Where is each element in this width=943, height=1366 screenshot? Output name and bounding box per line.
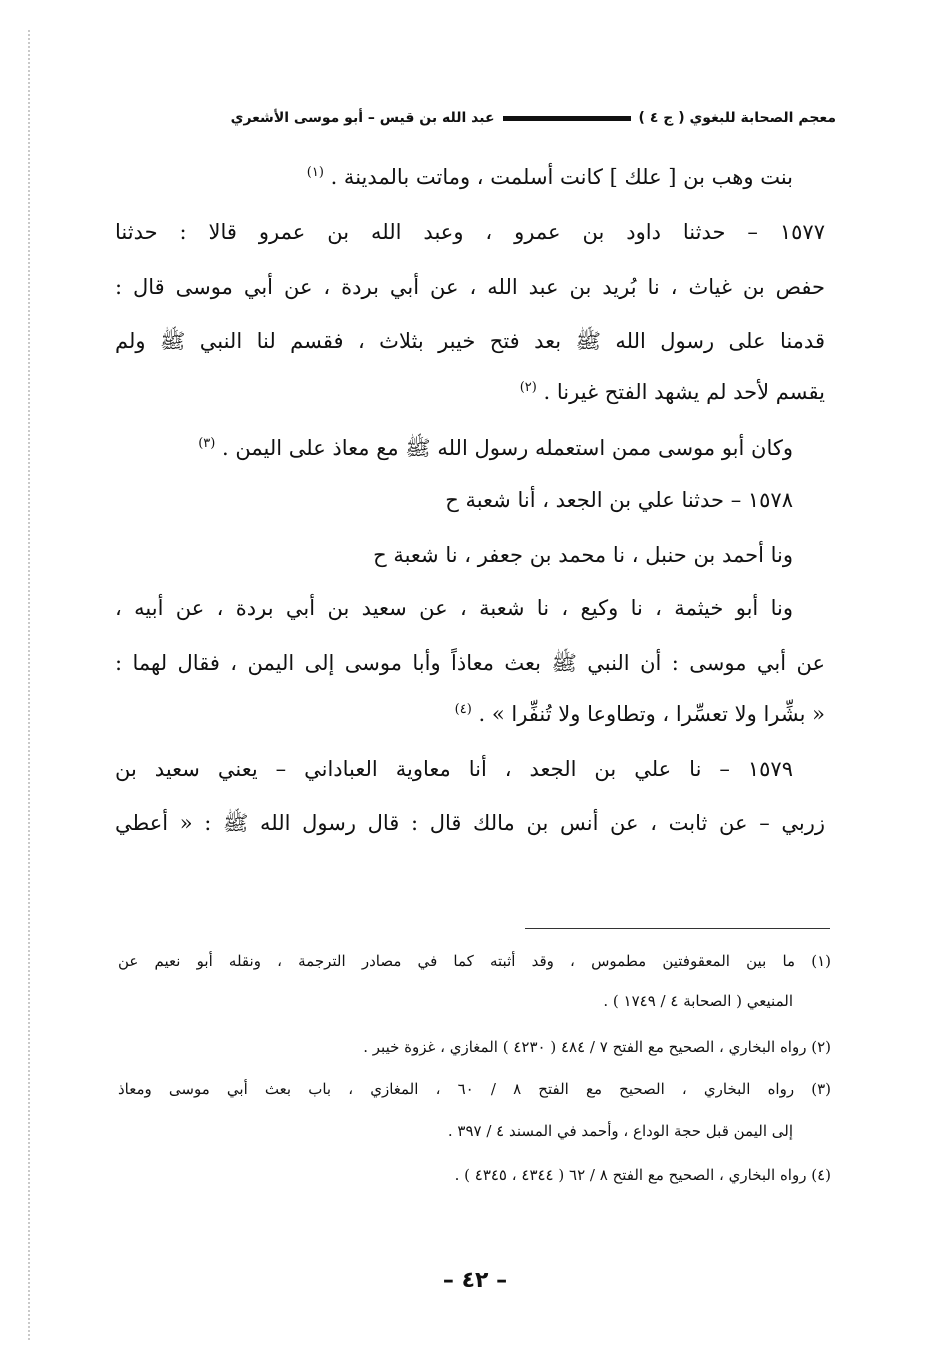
text-line: يقسم لأحد لم يشهد الفتح غيرنا . $^{(٢)}$ bbox=[519, 380, 825, 404]
text-line: ١٥٧٨ – حدثنا علي بن الجعد ، أنا شعبة ح bbox=[445, 488, 793, 512]
text-line: قدمنا على رسول الله ﷺ بعد فتح خيبر بثلاث ، فقسم لنا النبي ﷺ ولم bbox=[115, 329, 825, 353]
text-line: وكان أبو موسى ممن استعمله رسول الله ﷺ مع معاذ على اليمن . $^{(٣)}$ bbox=[198, 436, 793, 460]
text-line: عن أبي موسى : أن النبي ﷺ بعث معاذاً وأبا موسى إلى اليمن ، فقال لهما : bbox=[115, 651, 825, 675]
footnote-ref: (١) bbox=[306, 165, 324, 180]
text-line: ونا أبو خيثمة ، نا وكيع ، نا شعبة ، عن سعيد بن أبي بردة ، عن أبيه ، bbox=[115, 596, 793, 620]
footnote-ref: (٣) bbox=[198, 436, 216, 451]
text-line: ١٥٧٧ – حدثنا داود بن عمرو ، وعبد الله بن عمرو قالا : حدثنا bbox=[115, 220, 825, 244]
footnote: (٢) رواه البخاري ، الصحيح مع الفتح ٧ / ٤٨٤ ( ٤٢٣٠ ) المغازي ، غزوة خيبر . bbox=[363, 1038, 831, 1056]
running-header bbox=[112, 103, 836, 133]
text-line: ونا أحمد بن حنبل ، نا محمد بن جعفر ، نا شعبة ح bbox=[373, 543, 793, 567]
footnote-separator bbox=[525, 928, 830, 929]
footnote-ref: (٤) bbox=[454, 702, 472, 717]
page-number: – ٤٢ – bbox=[442, 1268, 508, 1293]
scan-margin bbox=[28, 30, 30, 1340]
text-line: زربي – عن ثابت ، عن أنس بن مالك قال : قال رسول الله ﷺ : « أعطي bbox=[115, 811, 825, 835]
text-line: حفص بن غياث ، نا بُريد بن عبد الله ، عن أبي بردة ، عن أبي موسى قال : bbox=[115, 275, 825, 299]
footnote-continuation: إلى اليمن قبل حجة الوداع ، وأحمد في المسند ٤ / ٣٩٧ . bbox=[447, 1122, 793, 1140]
header-book-title: معجم الصحابة للبغوي ( ج ٤ ) bbox=[638, 110, 836, 126]
text-line: بنت وهب بن [ علك ] كانت أسلمت ، وماتت بالمدينة . $^{(١)}$ bbox=[306, 165, 793, 189]
header-rule bbox=[503, 116, 631, 121]
footnote: (٤) رواه البخاري ، الصحيح مع الفتح ٨ / ٦٢ ( ٤٣٤٤ ، ٤٣٤٥ ) . bbox=[454, 1166, 831, 1184]
footnote-ref: (٢) bbox=[519, 380, 537, 395]
text-line: ١٥٧٩ – نا علي بن الجعد ، أنا معاوية العباداني – يعني سعيد بن bbox=[115, 757, 793, 781]
footnote: (١) ما بين المعقوفتين مطموس ، وقد أثبته كما في مصادر الترجمة ، ونقله أبو نعيم عن bbox=[118, 952, 831, 970]
header-section-title: عبد الله بن قيس – أبو موسى الأشعري bbox=[230, 110, 495, 126]
footnote-continuation: المنيعي ( الصحابة ٤ / ١٧٤٩ ) . bbox=[603, 992, 793, 1010]
footnote: (٣) رواه البخاري ، الصحيح مع الفتح ٨ / ٦٠ ، المغازي ، باب بعث أبي موسى ومعاذ bbox=[118, 1080, 832, 1098]
text-line: « بشِّرا ولا تعسِّرا ، وتطاوعا ولا تُنفِّرا » . $^{(٤)}$ bbox=[454, 702, 825, 726]
